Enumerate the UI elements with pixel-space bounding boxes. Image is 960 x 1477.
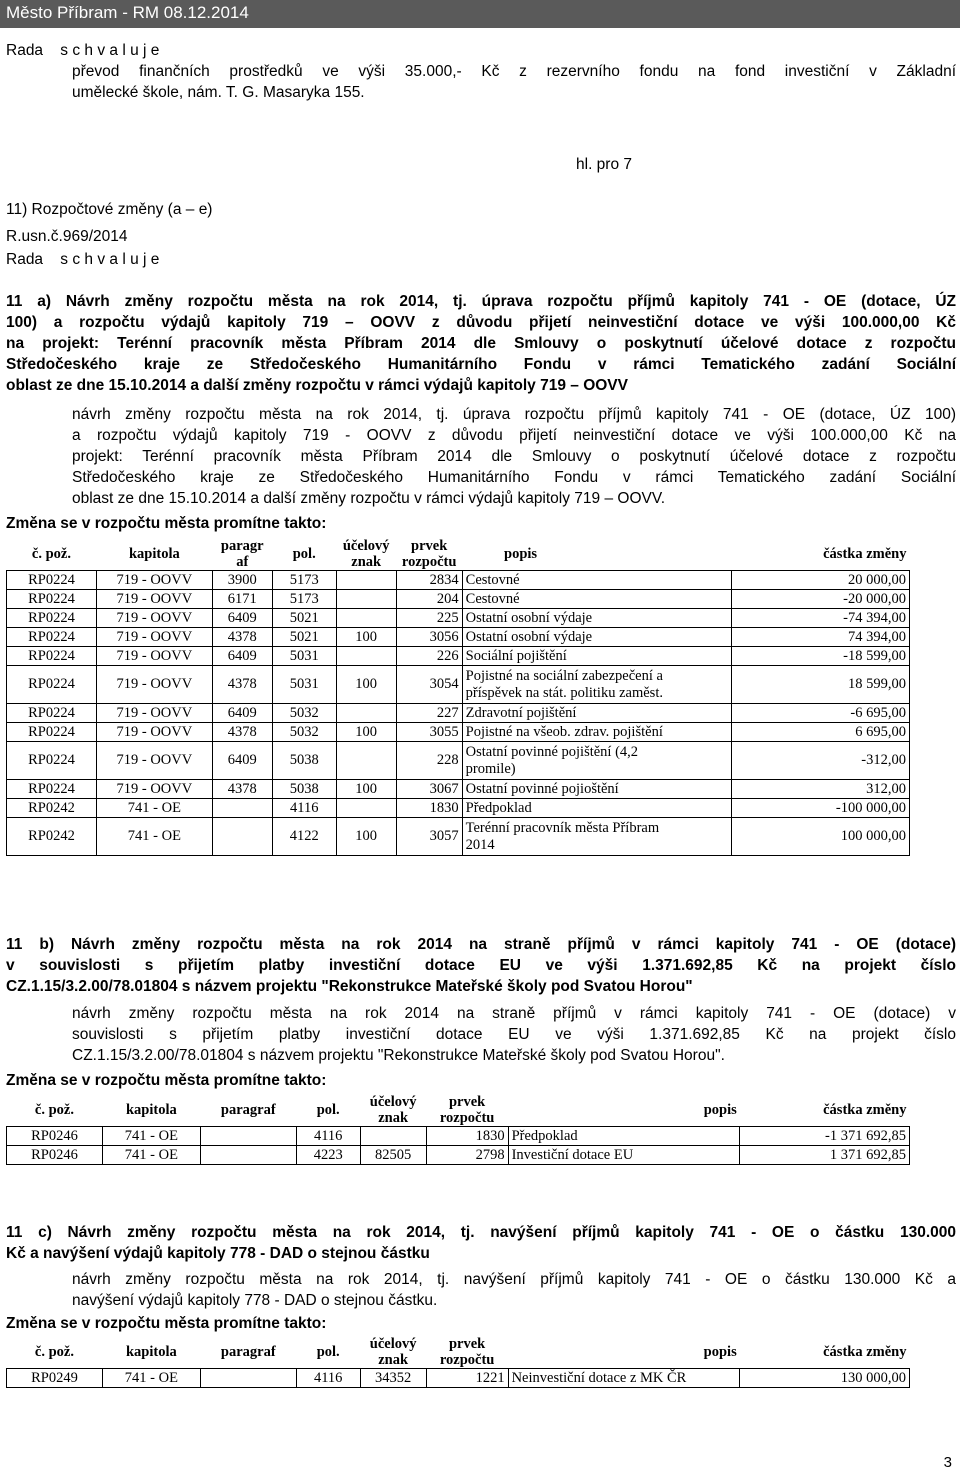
header-title: Město Příbram - RM 08.12.2014 [6,3,249,22]
table-cell: 1830 [396,799,462,818]
col-paragraf: paragr af [220,538,264,570]
popis-line: Ostatní povinné pojioštění [465,780,619,797]
popis-cell [462,742,732,780]
table-cell: 719 - OOVV [96,742,212,780]
table-cell: 4378 [212,723,272,742]
table-cell: RP0249 [7,1369,103,1388]
intro-rada [6,40,159,61]
col-kapitola: kapitola [125,1344,177,1360]
table-cell: 4378 [212,666,272,704]
col-popis: popis [504,546,538,562]
page-number: 3 [943,1454,952,1471]
table-row [7,590,910,609]
body-line: Středočeského kraje ze Středočeského Humanitárního Fondu v rámci Tematického zadání Sociální [72,469,956,486]
popis-cell [462,799,732,818]
body-line: navýšení výdajů kapitoly 778 - DAD o stejnou částku. [72,1292,438,1309]
table-cell: RP0242 [7,799,97,818]
table-cell: 4116 [272,799,336,818]
table-cell: 5173 [272,571,336,590]
table-cell: 719 - OOVV [96,590,212,609]
popis-cell [462,818,732,856]
table-cell: 312,00 [732,780,910,799]
table-cell: -312,00 [732,742,910,780]
table-cell: 5038 [272,742,336,780]
table-cell: 4223 [296,1146,360,1165]
popis-line: Sociální pojištění [465,647,567,664]
popis-line: příspěvek na stát. politiku zaměst. [465,684,663,701]
table-row [7,666,910,704]
table-cell: RP0224 [7,628,97,647]
table-cell: 719 - OOVV [96,609,212,628]
popis-line: promile) [465,760,516,777]
table-cell: 5038 [272,780,336,799]
table-row [7,647,910,666]
table-row [7,704,910,723]
table-cell: RP0224 [7,647,97,666]
table-cell: RP0224 [7,571,97,590]
section-a-heading [6,291,956,396]
popis-cell [462,780,732,799]
table-cell [212,818,272,856]
table-cell: 5021 [272,609,336,628]
heading-line: Kč a navýšení výdajů kapitoly 778 - DAD o stejnou částku [6,1245,430,1262]
table-c-header [7,1336,910,1369]
col-prvek: prvek rozpočtu [439,1336,495,1368]
heading-line: na projekt: Terénní pracovník města Příbram 2014 dle Smlouvy o poskytnutí účelové dotace z rozpočtu [6,335,956,352]
hl-pro: hl. pro 7 [576,156,633,173]
table-cell [336,571,396,590]
table-cell: 6409 [212,742,272,780]
section-b-change-title: Změna se v rozpočtu města promítne takto: [6,1072,327,1089]
col-castka: částka změny [823,1344,907,1360]
col-ucelovy-znak: účelový znak [369,1336,417,1368]
intro-line: umělecké škole, nám. T. G. Masaryka 155. [72,84,365,101]
intro-text [72,61,956,103]
item11-usn: R.usn.č.969/2014 [6,228,128,245]
col-pol: pol. [316,1344,340,1360]
col-kapitola: kapitola [125,1102,177,1118]
table-cell: 20 000,00 [732,571,910,590]
table-cell: 741 - OE [96,818,212,856]
col-paragraf: paragraf [220,1344,276,1360]
table-cell: Investiční dotace EU [508,1146,740,1165]
table-cell: Neinvestiční dotace z MK ČR [508,1369,740,1388]
table-cell: RP0224 [7,723,97,742]
popis-line: Ostatní osobní výdaje [465,609,593,626]
table-cell: 719 - OOVV [96,723,212,742]
table-cell: RP0246 [7,1146,103,1165]
table-cell: -1 371 692,85 [740,1127,910,1146]
table-cell: 719 - OOVV [96,628,212,647]
col-popis: popis [703,1344,737,1360]
col-cpoz: č. pož. [34,1102,74,1118]
table-cell: 3055 [396,723,462,742]
table-cell: 226 [396,647,462,666]
heading-line: 11 a) Návrh změny rozpočtu města na rok 2014, tj. úprava rozpočtu příjmů kapitoly 741 - OE (dotace, ÚZ [6,293,956,310]
table-cell: 719 - OOVV [96,571,212,590]
table-cell: 100 [336,723,396,742]
table-a-header [7,538,910,571]
popis-line: Pojistné na všeob. zdrav. pojištění [465,723,663,740]
table-cell: 4122 [272,818,336,856]
table-cell: 5031 [272,647,336,666]
section-b-heading [6,934,956,997]
table-row [7,628,910,647]
heading-line: CZ.1.15/3.2.00/78.01804 s názvem projektu "Rekonstrukce Mateřské školy pod Svatou Horou" [6,978,693,995]
heading-line: 11 c) Návrh změny rozpočtu města na rok 2014, tj. navýšení příjmů kapitoly 741 - OE o částku 130.000 [6,1224,956,1241]
table-row [7,1146,910,1165]
heading-line: Středočeského kraje ze Středočeského Humanitárního Fondu v rámci Tematického zadání Sociální [6,356,956,373]
table-cell: 130 000,00 [740,1369,910,1388]
popis-line: 2014 [465,836,495,853]
table-cell: 227 [396,704,462,723]
table-cell: 1 371 692,85 [740,1146,910,1165]
popis-line: Cestovné [465,590,520,607]
table-row [7,723,910,742]
table-cell [336,590,396,609]
table-cell: RP0224 [7,704,97,723]
popis-line: Pojistné na sociální zabezpečení a [465,667,663,684]
table-cell: 3054 [396,666,462,704]
table-cell: 741 - OE [96,799,212,818]
table-cell: 3900 [212,571,272,590]
body-line: projekt: Terénní pracovník města Příbram 2014 dle Smlouvy o poskytnutí účelové dotace z rozpočtu [72,448,956,465]
table-cell: 6 695,00 [732,723,910,742]
intro-line: převod finančních prostředků ve výši 35.000,- Kč z rezervního fondu na fond investiční v Základní [72,63,956,80]
table-cell: 2798 [426,1146,508,1165]
table-cell: 6171 [212,590,272,609]
table-cell: 4116 [296,1369,360,1388]
table-cell [200,1146,296,1165]
col-popis: popis [703,1102,737,1118]
popis-line: Ostatní povinné pojištění (4,2 [465,743,639,760]
table-cell [336,704,396,723]
table-cell: 719 - OOVV [96,704,212,723]
table-cell: 719 - OOVV [96,666,212,704]
popis-cell [462,666,732,704]
table-b [6,1094,910,1165]
table-cell: 228 [396,742,462,780]
table-cell: 6409 [212,647,272,666]
body-line: návrh změny rozpočtu města na rok 2014, tj. navýšení příjmů kapitoly 741 - OE o částku 130.000 Kč a [72,1271,956,1288]
col-pol: pol. [316,1102,340,1118]
table-cell: 1830 [426,1127,508,1146]
page-header [0,0,960,28]
table-cell: 3057 [396,818,462,856]
table-cell: 741 - OE [102,1369,200,1388]
table-cell: 34352 [360,1369,426,1388]
table-cell: 4378 [212,780,272,799]
heading-line: 100) a rozpočtu výdajů kapitoly 719 – OOVV z důvodu přijetí neinvestiční dotace ve výši 100.000,00 Kč [6,314,956,331]
table-cell [200,1127,296,1146]
table-cell: RP0224 [7,609,97,628]
table-b-header [7,1094,910,1127]
table-cell: 719 - OOVV [96,780,212,799]
section-a-body [72,404,956,509]
body-line: a rozpočtu výdajů kapitoly 719 - OOVV z důvodu přijetí neinvestiční dotace ve výši 100.000,00 Kč na [72,427,956,444]
table-cell: 82505 [360,1146,426,1165]
table-cell: 225 [396,609,462,628]
table-cell: 5032 [272,723,336,742]
popis-line: Zdravotní pojištění [465,704,577,721]
table-cell: 6409 [212,609,272,628]
table-cell: 2834 [396,571,462,590]
table-row [7,780,910,799]
table-cell: 741 - OE [102,1127,200,1146]
popis-cell [462,609,732,628]
table-cell [212,799,272,818]
table-cell: 3056 [396,628,462,647]
body-line: souvislosti s přijetím platby investiční dotace EU ve výši 1.371.692,85 Kč na projekt číslo [72,1026,956,1043]
rada-label: Rada [6,42,44,59]
table-cell [200,1369,296,1388]
table-cell: 5031 [272,666,336,704]
section-c-change-title: Změna se v rozpočtu města promítne takto: [6,1315,327,1332]
item11-rada [6,249,159,270]
body-line: návrh změny rozpočtu města na rok 2014, tj. úprava rozpočtu příjmů kapitoly 741 - OE (dotace, ÚZ 100) [72,406,956,423]
schvaluje-label: s c h v a l u j e [60,42,160,59]
col-ucelovy-znak: účelový znak [342,538,390,570]
section-a-change-title: Změna se v rozpočtu města promítne takto: [6,515,327,532]
table-row [7,742,910,780]
section-b-body [72,1003,956,1066]
table-row [7,571,910,590]
table-cell: 741 - OE [102,1146,200,1165]
table-cell: 100 [336,628,396,647]
popis-cell [462,704,732,723]
table-cell: 1221 [426,1369,508,1388]
table-cell: RP0242 [7,818,97,856]
popis-cell [462,723,732,742]
popis-cell [462,647,732,666]
col-prvek: prvek rozpočtu [439,1094,495,1126]
table-cell: -20 000,00 [732,590,910,609]
table-cell: -18 599,00 [732,647,910,666]
heading-line: v souvislosti s přijetím platby investiční dotace EU ve výši 1.371.692,85 Kč na projekt číslo [6,957,956,974]
table-cell: 18 599,00 [732,666,910,704]
popis-line: Cestovné [465,571,520,588]
table-cell: 100 [336,818,396,856]
col-ucelovy-znak: účelový znak [369,1094,417,1126]
table-cell: -74 394,00 [732,609,910,628]
table-cell: 204 [396,590,462,609]
table-row [7,1369,910,1388]
table-cell [336,647,396,666]
col-prvek: prvek rozpočtu [401,538,457,570]
table-cell [336,609,396,628]
popis-line: Ostatní osobní výdaje [465,628,593,645]
rada-label: Rada [6,251,44,268]
table-cell [360,1127,426,1146]
popis-cell [462,590,732,609]
table-cell: RP0224 [7,780,97,799]
table-row [7,799,910,818]
table-row [7,1127,910,1146]
table-cell: 719 - OOVV [96,647,212,666]
popis-cell [462,571,732,590]
body-line: CZ.1.15/3.2.00/78.01804 s názvem projektu "Rekonstrukce Mateřské školy pod Svatou Horou". [72,1047,725,1064]
table-cell: 74 394,00 [732,628,910,647]
col-cpoz: č. pož. [34,1344,74,1360]
popis-line: Terénní pracovník města Příbram [465,819,660,836]
table-cell: 5032 [272,704,336,723]
schvaluje-label: s c h v a l u j e [60,251,160,268]
table-cell: 3067 [396,780,462,799]
section-c-heading [6,1222,956,1264]
col-cpoz: č. pož. [31,546,71,562]
table-row [7,609,910,628]
col-castka: částka změny [823,546,907,562]
table-cell: Předpoklad [508,1127,740,1146]
popis-cell [462,628,732,647]
heading-line: 11 b) Návrh změny rozpočtu města na rok 2014 na straně příjmů v rámci kapitoly 741 - OE (dotace) [6,936,956,953]
col-castka: částka změny [823,1102,907,1118]
table-cell [336,799,396,818]
table-cell: 5021 [272,628,336,647]
table-cell: -6 695,00 [732,704,910,723]
section-c-body [72,1269,956,1311]
table-row [7,818,910,856]
col-paragraf: paragraf [220,1102,276,1118]
popis-line: Předpoklad [465,799,532,816]
col-kapitola: kapitola [128,546,180,562]
table-cell: 100 000,00 [732,818,910,856]
table-cell: 100 [336,666,396,704]
table-cell: 4116 [296,1127,360,1146]
table-a [6,538,910,856]
body-line: návrh změny rozpočtu města na rok 2014 na straně příjmů v rámci kapitoly 741 - OE (dotace) v [72,1005,956,1022]
table-cell: RP0224 [7,742,97,780]
table-cell: 6409 [212,704,272,723]
table-cell: 4378 [212,628,272,647]
table-cell: 100 [336,780,396,799]
body-line: oblast ze dne 15.10.2014 a další změny rozpočtu v rámci výdajů kapitoly 719 – OOVV. [72,490,666,507]
table-cell: -100 000,00 [732,799,910,818]
table-cell: RP0224 [7,666,97,704]
col-pol: pol. [292,546,316,562]
item11-title: 11) Rozpočtové změny (a – e) [6,201,213,218]
table-cell: RP0246 [7,1127,103,1146]
table-c [6,1336,910,1388]
table-cell: RP0224 [7,590,97,609]
table-cell: 5173 [272,590,336,609]
heading-line: oblast ze dne 15.10.2014 a další změny rozpočtu v rámci výdajů kapitoly 719 – OOVV [6,377,628,394]
table-cell [336,742,396,780]
